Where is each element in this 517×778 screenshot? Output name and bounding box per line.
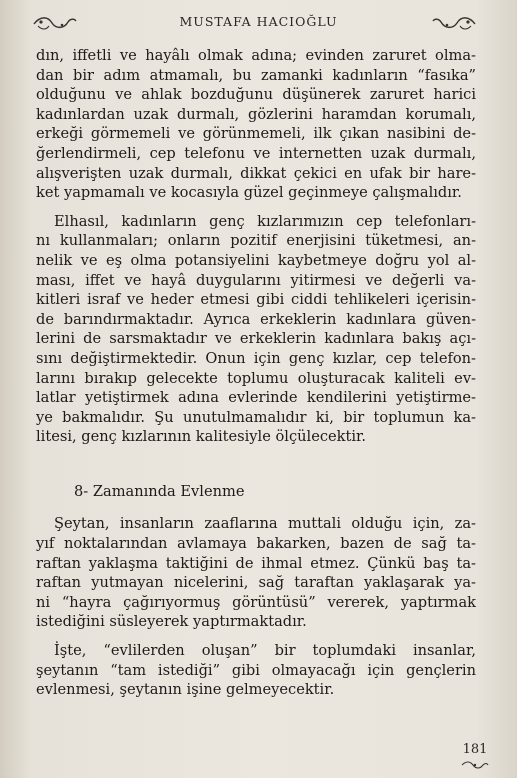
text-line: Elhasıl, kadınların genç kızlarımızın cep telefonları- [54,212,476,230]
text-line: ket yapmamalı ve kocasıyla güzel geçinmeye çalışmalıdır. [36,184,462,202]
text-line: ye bakmalıdır. Şu unutulmamalıdır ki, bir toplumun ka- [36,408,476,426]
paragraph-2 [36,212,476,447]
folio-ornament-icon [461,760,489,770]
text-line: evlenmesi, şeytanın işine gelmeyecektir. [36,681,335,699]
text-line: şeytanın “tam istediği” gibi olmayacağı için gençlerin [36,661,476,679]
text-line: olduğunu ve ahlak bozduğunu düşünerek zaruret harici [36,86,476,104]
section-heading: 8- Zamanında Evlenme [74,482,245,500]
text-line: ması, iffet ve hayâ duygularını yitirmesi ve değerli va- [36,271,476,289]
page-body [36,46,476,709]
paragraph-1 [36,46,476,203]
text-line: dan bir adım atmamalı, bu zamanki kadınların “fasıka” [36,66,476,84]
paragraph-4 [36,641,476,700]
text-line: raftan yutmayan nicelerini, sağ taraftan yaklaşarak ya- [36,574,476,592]
running-head: MUSTAFA HACIOĞLU [179,14,338,29]
text-line: lerini de sarsmaktadır ve erkeklerin kadınlara bakış açı- [36,330,476,348]
text-line: yıf noktalarından avlamaya bakarken, bazen de sağ ta- [36,535,476,553]
text-line: raftan yaklaşma taktiğini de ihmal etmez. Çünkü baş ta- [36,554,476,572]
text-line: nelik ve eş olma potansiyelini kaybetmeye doğru yol al- [36,251,476,269]
text-line: litesi, genç kızlarının kalitesiyle ölçülecektir. [36,428,367,446]
page-number: 181 [462,742,488,757]
text-line: sını değiştirmektedir. Onun için genç kızlar, cep telefon- [36,349,476,367]
ornament-right-icon [431,14,477,32]
page-header [0,12,517,36]
text-line: istediğini süsleyerek yaptırmaktadır. [36,613,307,631]
text-line: nı kullanmaları; onların pozitif enerjisini tüketmesi, an- [36,232,476,250]
text-line: ni “hayra çağırıyormuş görüntüsü” vererek, yaptırmak [36,593,476,611]
text-line: İşte, “evlilerden oluşan” bir toplumdaki insanlar, [54,642,476,660]
text-line: larını bırakıp gelecekte toplumu oluşturacak kaliteli ev- [36,369,476,387]
text-line: alışverişten uzak durmalı, dikkat çekici en ufak bir hare- [36,164,476,182]
text-line: kitleri israf ve heder etmesi gibi ciddi tehlikeleri içerisin- [36,291,476,309]
text-line: ğerlendirmeli, cep telefonu ve internetten uzak durmalı, [36,144,476,162]
text-line: erkeği görmemeli ve görünmemeli, ilk çıkan nasibini de- [36,125,476,143]
paragraph-3 [36,514,476,632]
text-line: kadınlardan uzak durmalı, gözlerini haramdan korumalı, [36,105,476,123]
text-line: dın, iffetli ve hayâlı olmak adına; evinden zaruret olma- [36,47,476,64]
text-line: latlar yetiştirmek adına evlerinde kendilerini yetiştirme- [36,389,476,407]
text-line: de barındırmaktadır. Ayrıca erkeklerin kadınlara güven- [36,310,476,328]
text-line: Şeytan, insanların zaaflarına muttali olduğu için, za- [54,515,476,533]
